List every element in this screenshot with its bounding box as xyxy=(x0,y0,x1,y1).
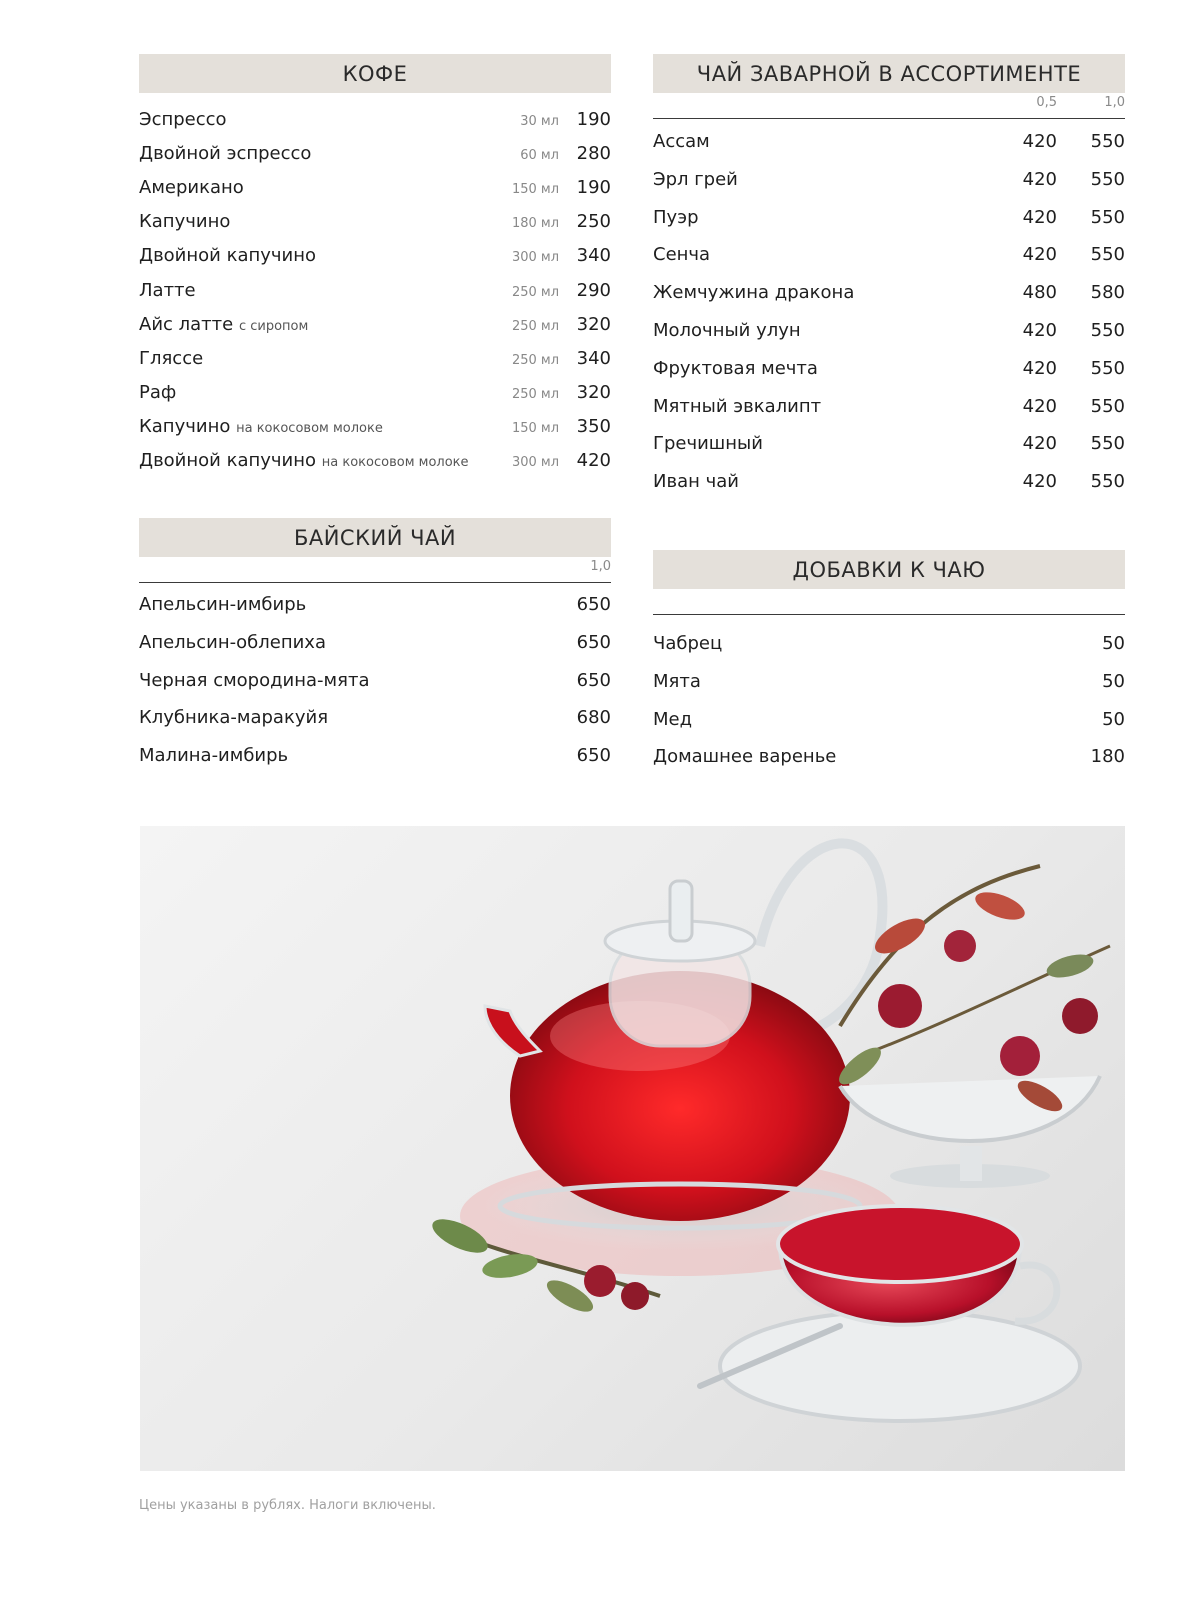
coffee-item-title: Капучино xyxy=(139,211,231,233)
coffee-item xyxy=(139,382,611,406)
coffee-item xyxy=(139,416,611,440)
brewed-tea-price-small: 420 xyxy=(1022,131,1057,152)
coffee-item-name xyxy=(139,109,227,131)
coffee-item-price: 290 xyxy=(576,279,611,301)
coffee-list xyxy=(139,93,611,471)
addition-item xyxy=(653,671,1125,695)
coffee-item-title: Гляссе xyxy=(139,347,204,369)
brewed-tea-price-large: 550 xyxy=(1090,244,1125,266)
coffee-item xyxy=(139,211,611,235)
brewed-volume-label-small: 0,5 xyxy=(1036,95,1057,110)
brewed-tea-item-name: Пуэр xyxy=(653,206,699,228)
baikhovy-item xyxy=(139,670,611,694)
addition-item xyxy=(653,746,1125,770)
brewed-tea-item xyxy=(653,320,1125,344)
coffee-item xyxy=(139,109,611,133)
coffee-item-title: Латте xyxy=(139,279,196,301)
brewed-tea-item-name: Гречишный xyxy=(653,433,763,455)
additions-list xyxy=(653,615,1125,785)
coffee-item-note: на кокосовом молоке xyxy=(236,420,383,436)
brewed-tea-price-small: 420 xyxy=(1022,244,1057,266)
brewed-tea-price-large: 550 xyxy=(1090,320,1125,341)
addition-item-name: Мед xyxy=(653,708,693,730)
brewed-tea-price-large: 550 xyxy=(1090,206,1125,228)
coffee-item-volume: 180 мл xyxy=(511,216,559,232)
coffee-item-price: 340 xyxy=(576,347,611,369)
coffee-item xyxy=(139,280,611,304)
coffee-item-name xyxy=(139,416,383,440)
brewed-tea-column-header xyxy=(653,93,1125,119)
coffee-item-volume: 150 мл xyxy=(511,182,559,198)
coffee-item-price: 190 xyxy=(576,177,611,199)
coffee-item-name xyxy=(139,143,311,165)
baikhovy-item xyxy=(139,707,611,731)
coffee-item xyxy=(139,314,611,338)
brewed-tea-item-name: Ассам xyxy=(653,131,710,152)
coffee-item-price: 340 xyxy=(576,245,611,267)
coffee-item-volume: 300 мл xyxy=(511,250,559,266)
coffee-item-title: Двойной капучино xyxy=(139,450,317,471)
brewed-tea-list xyxy=(653,119,1125,509)
coffee-item-name xyxy=(139,280,196,302)
baikhovy-item-name: Апельсин-облепиха xyxy=(139,631,326,653)
brewed-tea-item-name: Мятный эвкалипт xyxy=(653,395,822,417)
addition-item xyxy=(653,709,1125,733)
coffee-item xyxy=(139,245,611,269)
addition-item-price: 50 xyxy=(1102,708,1125,730)
coffee-item-volume: 250 мл xyxy=(511,284,559,300)
additions-header: ДОБАВКИ К ЧАЮ xyxy=(653,550,1125,589)
brewed-volume-label-large: 1,0 xyxy=(1104,95,1125,110)
coffee-header: КОФЕ xyxy=(139,54,611,93)
coffee-item-note: с сиропом xyxy=(238,318,309,334)
coffee-item-name xyxy=(139,314,308,338)
brewed-tea-item xyxy=(653,131,1125,155)
brewed-tea-item xyxy=(653,169,1125,193)
coffee-item-name xyxy=(139,245,316,267)
brewed-tea-item-name: Эрл грей xyxy=(653,168,738,190)
brewed-tea-section xyxy=(653,54,1125,509)
brewed-tea-price-small: 420 xyxy=(1022,471,1057,493)
baikhovy-item-price: 650 xyxy=(576,745,611,767)
coffee-item-price: 190 xyxy=(576,109,611,130)
coffee-item-volume: 250 мл xyxy=(511,386,559,402)
brewed-tea-price-large: 550 xyxy=(1090,357,1125,379)
brewed-tea-item-name: Жемчужина дракона xyxy=(653,282,855,304)
addition-item-price: 50 xyxy=(1102,670,1125,692)
coffee-item xyxy=(139,143,611,167)
brewed-tea-price-small: 420 xyxy=(1022,320,1057,341)
coffee-item-price: 280 xyxy=(576,143,611,165)
brewed-tea-price-small: 420 xyxy=(1022,168,1057,190)
coffee-item-name xyxy=(139,177,244,199)
baikhovy-section xyxy=(139,518,611,783)
brewed-tea-item xyxy=(653,396,1125,420)
baikhovy-item-name: Черная смородина-мята xyxy=(139,669,370,691)
addition-item-price: 50 xyxy=(1102,633,1125,654)
coffee-item-title: Эспрессо xyxy=(139,109,227,130)
coffee-item xyxy=(139,177,611,201)
baikhovy-item-name: Малина-имбирь xyxy=(139,745,289,767)
coffee-item-price: 320 xyxy=(576,381,611,403)
addition-item-name: Мята xyxy=(653,670,701,692)
additions-section xyxy=(653,550,1125,785)
coffee-item-volume: 150 мл xyxy=(511,420,559,436)
baikhovy-volume-label: 1,0 xyxy=(590,559,611,574)
brewed-tea-price-small: 420 xyxy=(1022,395,1057,417)
tea-illustration xyxy=(140,826,1125,1471)
brewed-tea-item xyxy=(653,471,1125,495)
brewed-tea-item-name: Молочный улун xyxy=(653,320,801,341)
brewed-tea-price-large: 550 xyxy=(1090,168,1125,190)
brewed-tea-item xyxy=(653,358,1125,382)
brewed-tea-price-large: 550 xyxy=(1090,433,1125,455)
baikhovy-list xyxy=(139,583,611,783)
coffee-item-price: 250 xyxy=(576,211,611,233)
coffee-item-name xyxy=(139,348,203,370)
baikhovy-item xyxy=(139,745,611,769)
baikhovy-item-name: Клубника-маракуйя xyxy=(139,707,329,729)
addition-item-name: Домашнее варенье xyxy=(653,746,837,768)
addition-item xyxy=(653,633,1125,657)
coffee-section xyxy=(139,54,611,471)
footer-note: Цены указаны в рублях. Налоги включены. xyxy=(139,1498,436,1513)
brewed-tea-price-small: 420 xyxy=(1022,357,1057,379)
coffee-item-price: 350 xyxy=(576,415,611,437)
coffee-item-volume: 60 мл xyxy=(520,148,559,164)
brewed-tea-item xyxy=(653,244,1125,268)
brewed-tea-item-name: Фруктовая мечта xyxy=(653,357,818,379)
baikhovy-item-price: 650 xyxy=(576,594,611,615)
coffee-item xyxy=(139,450,611,474)
baikhovy-item-price: 650 xyxy=(576,669,611,691)
brewed-tea-header: ЧАЙ ЗАВАРНОЙ В АССОРТИМЕНТЕ xyxy=(653,54,1125,93)
brewed-tea-item-name: Сенча xyxy=(653,244,711,266)
coffee-item-title: Раф xyxy=(139,381,177,403)
coffee-item-note: на кокосовом молоке xyxy=(321,455,469,470)
coffee-item-name xyxy=(139,450,469,474)
coffee-item-title: Двойной эспрессо xyxy=(139,143,312,165)
baikhovy-item-name: Апельсин-имбирь xyxy=(139,594,307,615)
baikhovy-item-price: 650 xyxy=(576,631,611,653)
baikhovy-item xyxy=(139,632,611,656)
baikhovy-item-price: 680 xyxy=(576,707,611,729)
coffee-item-title: Капучино xyxy=(139,415,231,437)
addition-item-price: 180 xyxy=(1090,746,1125,768)
coffee-item-volume: 250 мл xyxy=(511,352,559,368)
brewed-tea-item xyxy=(653,207,1125,231)
tea-photo xyxy=(140,826,1125,1471)
coffee-item xyxy=(139,348,611,372)
coffee-item-name xyxy=(139,211,230,233)
coffee-item-volume: 300 мл xyxy=(511,455,559,470)
coffee-item-title: Американо xyxy=(139,177,244,199)
coffee-item-title: Двойной капучино xyxy=(139,245,317,267)
coffee-item-name xyxy=(139,382,176,404)
brewed-tea-item xyxy=(653,433,1125,457)
baikhovy-column-header xyxy=(139,557,611,583)
brewed-tea-item-name: Иван чай xyxy=(653,471,739,493)
brewed-tea-item xyxy=(653,282,1125,306)
coffee-item-price: 420 xyxy=(576,450,611,471)
brewed-tea-price-small: 480 xyxy=(1022,282,1057,304)
brewed-tea-price-large: 550 xyxy=(1090,131,1125,152)
additions-column-header xyxy=(653,589,1125,615)
brewed-tea-price-large: 550 xyxy=(1090,395,1125,417)
coffee-item-volume: 30 мл xyxy=(520,114,559,129)
baikhovy-header: БАЙСКИЙ ЧАЙ xyxy=(139,518,611,557)
baikhovy-item xyxy=(139,594,611,618)
coffee-item-title: Айс латте xyxy=(139,313,234,335)
brewed-tea-price-large: 580 xyxy=(1090,282,1125,304)
coffee-item-volume: 250 мл xyxy=(511,318,559,334)
brewed-tea-price-large: 550 xyxy=(1090,471,1125,493)
coffee-item-price: 320 xyxy=(576,313,611,335)
brewed-tea-price-small: 420 xyxy=(1022,433,1057,455)
brewed-tea-price-small: 420 xyxy=(1022,206,1057,228)
addition-item-name: Чабрец xyxy=(653,633,723,654)
